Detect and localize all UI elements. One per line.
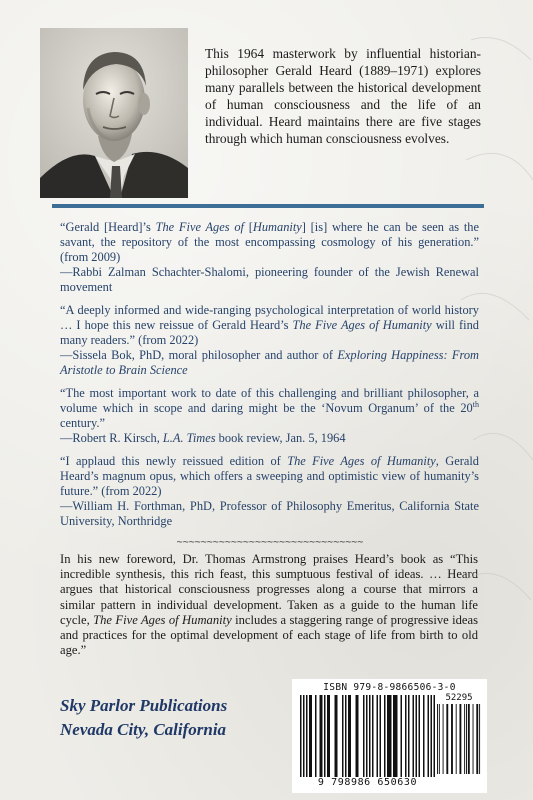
barcode-bar [419,695,421,777]
barcode-bar [377,695,379,777]
barcode-main-bars [300,695,435,777]
publisher-name: Sky Parlor Publications [60,696,228,715]
quote-text [60,454,479,499]
divider-rule [52,204,484,208]
quote-attribution-run: —Sissela Bok, PhD, moral philosopher and author of [60,348,338,362]
quote-text [60,220,479,265]
quote-attribution-run: Exploring Happiness: From Aristotle to Brain Science [60,348,479,377]
foreword-run: The Five Ages of Humanity [93,612,232,627]
quote-text-run: The Five Ages of Humanity [292,318,432,332]
barcode-bar [413,695,415,777]
section-separator: ~~~~~~~~~~~~~~~~~~~~~~~~~~~~~~~ [176,537,364,548]
quote-text [60,303,479,348]
barcode-bar [393,695,398,777]
barcode-bar [437,704,438,774]
barcode-bar [324,695,326,777]
barcode-bar [309,695,312,777]
barcode-bar [439,704,440,774]
intro-paragraph [205,46,481,147]
barcode-bar [443,704,444,774]
quote-text-run: The Five Ages of [155,220,244,234]
quote-text-run: “Gerald [Heard]’s [60,220,156,234]
barcode-bar [369,695,371,777]
quote-text-run: “A deeply informed and wide-ranging psychological interpretation of world history … I hope this new reissue of Gerald Heard’s [60,303,479,332]
intro-text: This 1964 masterwork by influential historian-philosopher Gerald Heard (1889–1971) explores many parallels between the historical development of human consciousness and the life of an individual. Heard maintains there are five stages through which human consciousness evolves. [205,46,481,146]
quote-attribution-run: —Rabbi Zalman Schachter-Shalomi, pioneering founder of the Jewish Renewal movement [60,265,479,294]
barcode-bar [431,695,433,777]
endorsement-quotes [60,220,479,537]
barcode-bar [356,695,359,777]
barcode-bar [380,695,382,777]
barcode-bar [387,695,392,777]
publisher-location: Nevada City, California [60,720,227,739]
barcode-bar [363,695,365,777]
quote-text-run: “The most important work to date of this challenging and brilliant philosopher, a volume which in scope and daring might be the ‘Novum Organum’ of the 20 [60,386,479,415]
foreword-paragraph [60,552,478,658]
quote-attribution-run: L.A. Times [162,431,216,445]
barcode-bar [416,695,418,777]
quote-text-run: “I applaud this newly reissued edition of [60,454,288,468]
barcode-bar [434,695,436,777]
foreword-run: includes a staggering range of progressive ideas and practices for the optimal development of each stage of life from birth to old age.” [60,612,478,658]
quote-attribution-run: book review, Jan. 5, 1964 [215,431,346,445]
barcode-bar [315,695,317,777]
barcode-bar [456,704,457,774]
quote-text-run: ] [is] where he can be seen as the savant, the repository of the most encompassing cosmology of his generation.” (from 2009) [60,220,479,264]
quote-attribution [60,431,479,446]
ean-number: 9 798986 650630 [317,777,418,788]
barcode-bar [384,695,386,777]
barcode-bar [401,695,403,777]
barcode-bar [327,695,330,777]
quote-text-run: will find many readers.” (from 2022) [60,318,479,347]
barcode-addon-number: 52295 [445,693,473,703]
author-photo [40,28,188,198]
barcode-bar [300,695,302,777]
endorsement-quote [60,220,479,295]
paper-texture [461,0,533,800]
quote-text [60,386,479,431]
barcode-bar [306,695,308,777]
quote-text-run: century.” [60,416,105,430]
barcode-bar [405,695,407,777]
quote-text-run: Humanity [252,220,302,234]
endorsement-quote [60,454,479,529]
quote-attribution [60,265,479,295]
barcode-bar [423,695,425,777]
barcode-bar [345,695,347,777]
isbn-label: ISBN 979-8-9866506-3-0 [323,682,456,693]
barcode-bar [446,704,448,774]
barcode-bar [348,695,351,777]
quote-attribution [60,348,479,378]
quote-text-run: th [472,399,479,409]
endorsement-quote [60,386,479,446]
quote-attribution-run: —William H. Forthman, PhD, Professor of Philosophy Emeritus, California State University, Northridge [60,499,479,528]
quote-attribution [60,499,479,529]
barcode-bar [372,695,374,777]
endorsement-quote [60,303,479,378]
barcode-bar [342,695,344,777]
foreword-text [60,552,478,658]
quote-text-run: , Gerald Heard’s magnum opus, which offers a sweeping and optimistic view of humanity’s future.” (from 2022) [60,454,479,498]
isbn-barcode [292,679,487,793]
barcode-bar [451,704,453,774]
barcode-bar [366,695,368,777]
barcode-bar [428,695,430,777]
publisher-block [60,694,290,742]
barcode-bar [408,695,410,777]
quote-text-run: [ [244,220,253,234]
barcode-bar [303,695,305,777]
barcode-bar [320,695,323,777]
quote-attribution-run: —Robert R. Kirsch, [60,431,163,445]
quote-text-run: The Five Ages of Humanity [287,454,436,468]
barcode-bar [335,695,338,777]
foreword-run: In his new foreword, Dr. Thomas Armstrong praises Heard’s book as “This incredible synthesis, this rich feast, this sumptuous festival of ideas. … Heard argues that historical consciousness progresses along a course that mirrors a similar pattern in individual development. Taken as a guide to the human life cycle, [60,552,478,627]
